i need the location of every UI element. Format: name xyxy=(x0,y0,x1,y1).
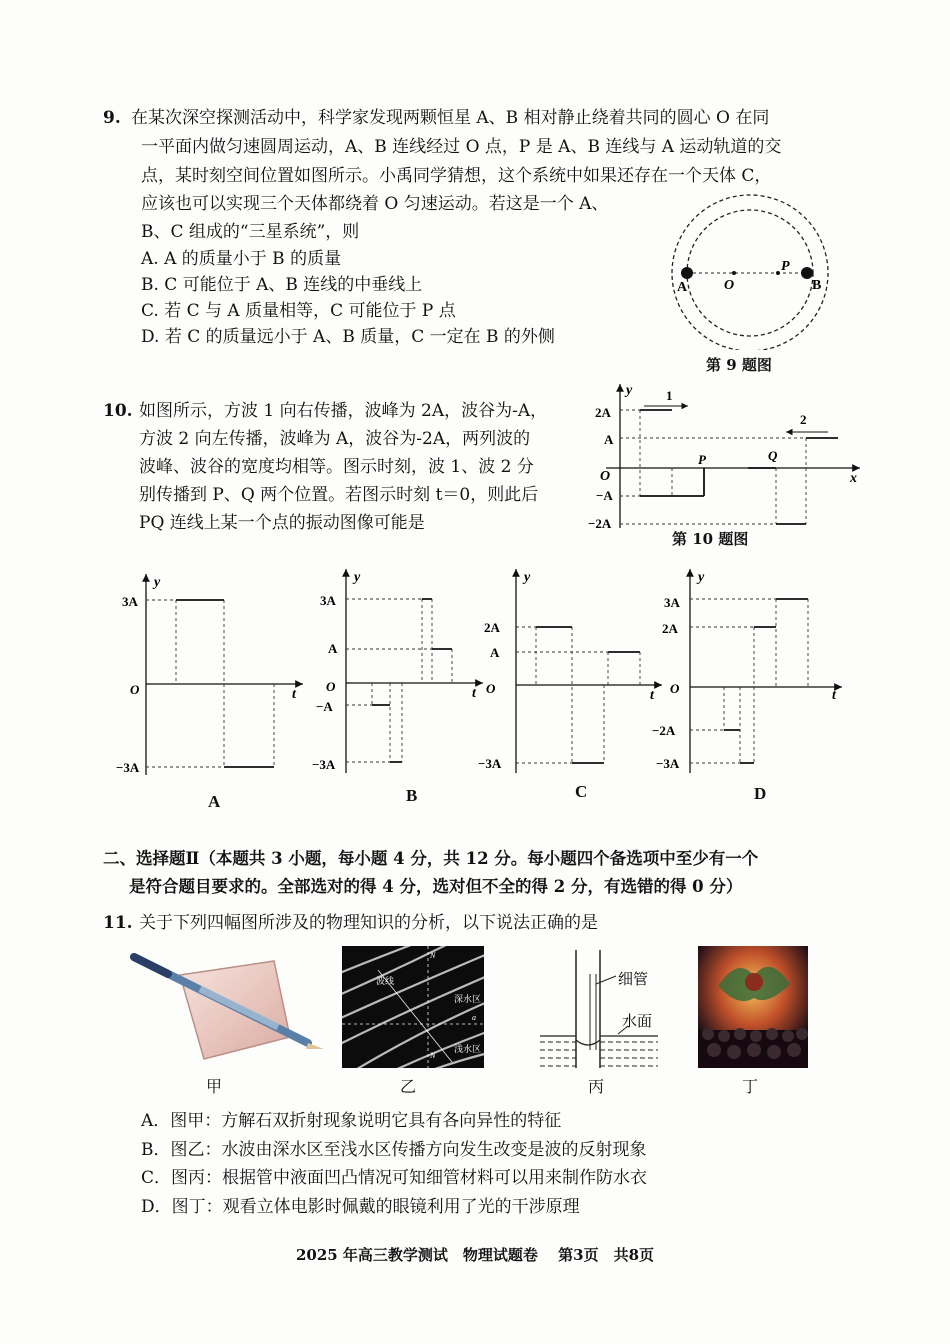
point-p xyxy=(776,271,780,275)
vibration-curve xyxy=(724,599,808,763)
tick-o: O xyxy=(670,681,680,696)
label-b: B xyxy=(812,278,822,293)
tick-a: A xyxy=(328,641,338,656)
axis-t: t xyxy=(650,688,654,703)
axis-t: t xyxy=(832,688,836,703)
vibration-curve xyxy=(372,599,452,762)
text-shallow-water: 浅水区 xyxy=(454,1044,482,1054)
graph-d-label: D xyxy=(754,784,767,803)
q9-stem-line: B、C 组成的“三星系统”，则 xyxy=(141,222,360,242)
q10-graph-b xyxy=(308,565,488,775)
axis-y: y xyxy=(524,570,531,585)
tick-neg-2a: −2A xyxy=(588,516,612,531)
q10-caption: 第 10 题图 xyxy=(672,530,749,548)
q11-option-a: A．图甲：方解石双折射现象说明它具有各向异性的特征 xyxy=(141,1111,562,1131)
tick-neg-3a: −3A xyxy=(478,756,502,771)
tick-3a: 3A xyxy=(664,595,680,610)
section2-heading: 二、选择题Ⅱ（本题共 3 小题，每小题 4 分，共 12 分。每小题四个备选项中至少有一个 xyxy=(103,849,759,868)
q10-stem-line: 波峰、波谷的宽度均相等。图示时刻，波 1、波 2 分 xyxy=(139,457,534,477)
tick-o: O xyxy=(326,679,336,694)
image-jia-label: 甲 xyxy=(206,1077,223,1096)
axis-y: y xyxy=(154,575,161,590)
wave1-label: 1 xyxy=(666,388,673,403)
q10-graph-c xyxy=(478,565,668,775)
image-bing-capillary xyxy=(536,950,686,1070)
q11-number: 11. xyxy=(103,913,133,933)
graph-a-label: A xyxy=(208,792,221,811)
text-wave-line: 波线 xyxy=(376,976,395,986)
origin-label: O xyxy=(600,469,611,484)
q9-stem-line: 一平面内做匀速圆周运动，A、B 连线经过 O 点，P 是 A、B 连线与 A 运动轨道的交 xyxy=(141,137,782,157)
q11-option-c: C．图丙：根据管中液面凹凸情况可知细管材料可以用来制作防水衣 xyxy=(141,1168,648,1188)
wave-2 xyxy=(748,438,838,524)
q9-option-d: D. 若 C 的质量远小于 A、B 质量，C 一定在 B 的外侧 xyxy=(141,327,555,347)
text-a: a xyxy=(472,1013,476,1022)
q9-option-b: B. C 可能位于 A、B 连线的中垂线上 xyxy=(141,275,423,295)
wave-1 xyxy=(640,410,704,496)
q10-number: 10. xyxy=(103,401,133,421)
star-a xyxy=(681,267,693,279)
label-p: P xyxy=(698,452,706,467)
y-label: y xyxy=(626,383,633,398)
q10-stem-line: PQ 连线上某一个点的振动图像可能是 xyxy=(139,513,425,533)
vibration-curve xyxy=(536,627,640,763)
tick-a: A xyxy=(490,645,500,660)
text-normal-bottom: N xyxy=(430,1051,436,1060)
tick-o: O xyxy=(486,681,496,696)
tick-neg-a: −A xyxy=(316,699,333,714)
q10-wave-figure xyxy=(588,378,870,538)
image-jia-calcite xyxy=(128,945,328,1070)
text-deep-water: 深水区 xyxy=(454,994,482,1004)
tick-3a: 3A xyxy=(122,594,138,609)
q9-stem-line: 点，某时刻空间位置如图所示。小禹同学猜想，这个系统中如果还存在一个天体 C， xyxy=(141,166,772,186)
image-ding-3d-cinema xyxy=(698,946,808,1068)
axis-y: y xyxy=(354,570,361,585)
q10-graph-d xyxy=(652,565,852,775)
section2-note: 是符合题目要求的。全部选对的得 4 分，选对但不全的得 2 分，有选错的得 0 分） xyxy=(129,877,743,896)
page-footer: 2025 年高三教学测试 物理试题卷 第3页 共8页 xyxy=(295,1246,655,1264)
q9-caption: 第 9 题图 xyxy=(706,356,772,374)
q11-option-d: D．图丁：观看立体电影时佩戴的眼镜利用了光的干涉原理 xyxy=(141,1197,580,1217)
q9-option-a: A. A 的质量小于 B 的质量 xyxy=(141,249,342,269)
q10-stem-line: 别传播到 P、Q 两个位置。若图示时刻 t＝0，则此后 xyxy=(139,485,539,505)
q10-graph-a xyxy=(108,570,308,780)
image-yi-water-waves xyxy=(342,946,484,1068)
tick-2a: 2A xyxy=(662,621,678,636)
tick-2a: 2A xyxy=(484,620,500,635)
tick-a: A xyxy=(604,432,614,447)
label-p: P xyxy=(781,259,790,274)
axis-y: y xyxy=(698,570,705,585)
q9-stem-line: 应该也可以实现三个天体都绕着 O 匀速运动。若这是一个 A、 xyxy=(141,194,609,214)
tick-neg-3a: −3A xyxy=(312,757,336,772)
text-normal-top: N xyxy=(430,951,436,960)
q10-stem-line: 如图所示，方波 1 向右传播，波峰为 2A，波谷为-A， xyxy=(139,401,548,421)
axis-t: t xyxy=(472,686,476,701)
label-q: Q xyxy=(768,448,778,463)
q9-orbit-figure xyxy=(650,190,850,350)
q11-option-b: B．图乙：水波由深水区至浅水区传播方向发生改变是波的反射现象 xyxy=(141,1140,647,1160)
wave2-label: 2 xyxy=(800,412,807,427)
label-a: A xyxy=(677,280,688,295)
text-water-surface: 水面 xyxy=(622,1014,653,1030)
graph-c-label: C xyxy=(575,782,588,801)
label-o: O xyxy=(724,278,735,293)
tick-neg-3a: −3A xyxy=(116,760,140,775)
tick-o: O xyxy=(130,682,140,697)
center-o xyxy=(732,271,736,275)
q10-stem-line: 方波 2 向左传播，波峰为 A，波谷为-2A，两列波的 xyxy=(139,429,531,449)
tick-2a: 2A xyxy=(595,405,611,420)
q9-option-c: C. 若 C 与 A 质量相等，C 可能位于 P 点 xyxy=(141,301,456,321)
image-yi-label: 乙 xyxy=(400,1077,417,1096)
tick-neg-2a: −2A xyxy=(652,723,676,738)
graph-b-label: B xyxy=(406,786,418,805)
q9-number: 9. xyxy=(103,108,121,128)
tick-neg-3a: −3A xyxy=(656,756,680,771)
q11-stem: 关于下列四幅图所涉及的物理知识的分析，以下说法正确的是 xyxy=(139,913,598,933)
text-thin-tube: 细管 xyxy=(618,972,649,988)
axis-t: t xyxy=(292,687,296,702)
tick-neg-a: −A xyxy=(596,488,613,503)
image-ding-label: 丁 xyxy=(742,1077,759,1096)
q9-stem-line: 在某次深空探测活动中，科学家发现两颗恒星 A、B 相对静止绕着共同的圆心 O 在同 xyxy=(131,108,770,128)
tick-3a: 3A xyxy=(320,593,336,608)
x-label: x xyxy=(850,471,857,486)
image-bing-label: 丙 xyxy=(588,1077,605,1096)
